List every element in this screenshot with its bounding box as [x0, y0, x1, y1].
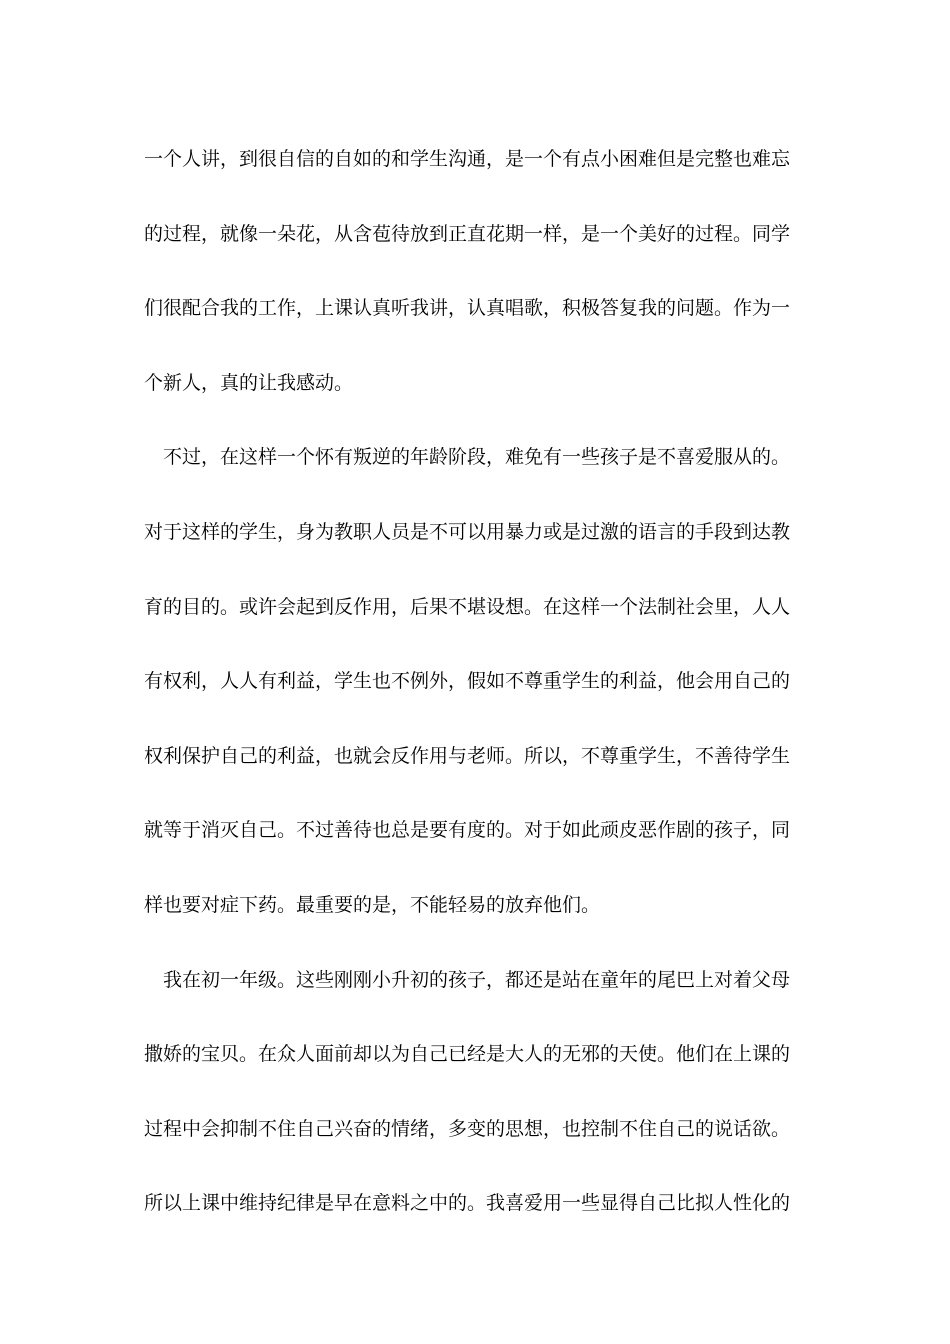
- text-line-13: 撒娇的宝贝。在众人面前却以为自己已经是大人的无邪的天使。他们在上课的: [144, 1043, 791, 1066]
- paragraph-2-first-line: 不过，在这样一个怀有叛逆的年龄阶段，难免有一些孩子是不喜爱服从的。: [163, 446, 791, 469]
- body-text: [144, 122, 804, 1241]
- text-line-7: 育的目的。或许会起到反作用，后果不堪设想。在这样一个法制社会里，人人: [144, 595, 791, 618]
- text-line-14: 过程中会抑制不住自己兴奋的情绪，多变的思想，也控制不住自己的说话欲。: [144, 1117, 791, 1140]
- paragraph-3-first-line: 我在初一年级。这些刚刚小升初的孩子，都还是站在童年的尾巴上对着父母: [163, 968, 791, 991]
- text-line-15: 所以上课中维持纪律是早在意料之中的。我喜爱用一些显得自己比拟人性化的: [144, 1192, 791, 1215]
- text-line-1: 一个人讲，到很自信的自如的和学生沟通，是一个有点小困难但是完整也难忘: [144, 148, 791, 170]
- text-line-6: 对于这样的学生，身为教职人员是不可以用暴力或是过激的语言的手段到达教: [144, 520, 791, 543]
- text-line-3: 们很配合我的工作，上课认真听我讲，认真唱歌，积极答复我的问题。作为一: [144, 297, 791, 320]
- text-line-4: 个新人，真的让我感动。: [144, 371, 354, 394]
- text-line-10: 就等于消灭自己。不过善待也总是要有度的。对于如此顽皮恶作剧的孩子，同: [144, 819, 791, 842]
- text-line-11: 样也要对症下药。最重要的是，不能轻易的放弃他们。: [144, 893, 601, 916]
- text-line-8: 有权利，人人有利益，学生也不例外，假如不尊重学生的利益，他会用自己的: [144, 670, 791, 693]
- text-line-2: 的过程，就像一朵花，从含苞待放到正直花期一样，是一个美好的过程。同学: [144, 222, 791, 245]
- text-line-9: 权利保护自己的利益，也就会反作用与老师。所以，不尊重学生，不善待学生: [144, 744, 791, 767]
